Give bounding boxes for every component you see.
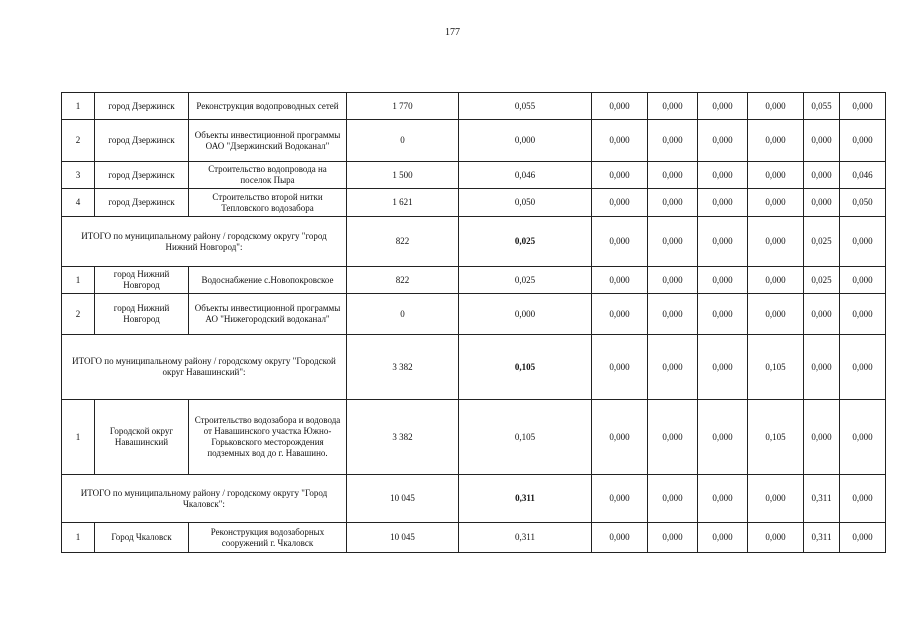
year-value-cell: 0,000 (698, 267, 748, 294)
year-value-cell: 0,000 (698, 475, 748, 523)
value-cell: 1 621 (347, 189, 459, 217)
municipality-cell: город Дзержинск (95, 162, 189, 189)
table-row (62, 162, 886, 189)
year-value-cell: 0,105 (748, 400, 804, 475)
year-value-cell: 0,000 (592, 162, 648, 189)
year-value-cell: 0,000 (648, 400, 698, 475)
row-number: 1 (62, 400, 95, 475)
total-label: ИТОГО по муниципальному району / городскому округу "Городской округ Навашинский": (62, 335, 347, 400)
year-value-cell: 0,000 (748, 217, 804, 267)
table-row (62, 120, 886, 162)
value-cell: 822 (347, 267, 459, 294)
year-value-cell: 0,000 (648, 475, 698, 523)
row-number: 3 (62, 162, 95, 189)
table-row (62, 189, 886, 217)
value-cell: 0,025 (459, 217, 592, 267)
table-row (62, 294, 886, 335)
value-cell: 0,000 (459, 120, 592, 162)
year-value-cell: 0,000 (698, 120, 748, 162)
year-value-cell: 0,311 (804, 523, 840, 553)
investment-table (61, 92, 886, 553)
year-value-cell: 0,000 (592, 400, 648, 475)
year-value-cell: 0,000 (804, 400, 840, 475)
table-row (62, 93, 886, 120)
total-row (62, 335, 886, 400)
year-value-cell: 0,000 (748, 189, 804, 217)
year-value-cell: 0,000 (748, 120, 804, 162)
table-body (62, 93, 886, 553)
year-value-cell: 0,000 (592, 267, 648, 294)
total-row (62, 475, 886, 523)
value-cell: 0,055 (459, 93, 592, 120)
table-row (62, 400, 886, 475)
year-value-cell: 0,000 (698, 189, 748, 217)
year-value-cell: 0,000 (698, 162, 748, 189)
value-cell: 822 (347, 217, 459, 267)
year-value-cell: 0,000 (648, 162, 698, 189)
row-number: 1 (62, 93, 95, 120)
year-value-cell: 0,000 (698, 523, 748, 553)
year-value-cell: 0,000 (648, 267, 698, 294)
year-value-cell: 0,000 (804, 189, 840, 217)
year-value-cell: 0,000 (592, 475, 648, 523)
project-name-cell: Строительство водопровода на поселок Пыра (189, 162, 347, 189)
project-name-cell: Реконструкция водопроводных сетей (189, 93, 347, 120)
page-number: 177 (445, 27, 460, 38)
value-cell: 3 382 (347, 335, 459, 400)
year-value-cell: 0,000 (840, 120, 886, 162)
project-name-cell: Строительство второй нитки Тепловского водозабора (189, 189, 347, 217)
year-value-cell: 0,000 (840, 400, 886, 475)
year-value-cell: 0,000 (592, 120, 648, 162)
value-cell: 0,105 (459, 335, 592, 400)
year-value-cell: 0,000 (748, 475, 804, 523)
value-cell: 1 770 (347, 93, 459, 120)
project-name-cell: Строительство водозабора и водовода от Навашинского участка Южно-Горьковского месторождения подземных вод до г. Навашино. (189, 400, 347, 475)
value-cell: 0,050 (459, 189, 592, 217)
value-cell: 10 045 (347, 475, 459, 523)
total-label: ИТОГО по муниципальному району / городскому округу "Город Чкаловск": (62, 475, 347, 523)
value-cell: 0,311 (459, 523, 592, 553)
municipality-cell: город Нижний Новгород (95, 267, 189, 294)
municipality-cell: город Дзержинск (95, 189, 189, 217)
year-value-cell: 0,000 (804, 162, 840, 189)
year-value-cell: 0,105 (748, 335, 804, 400)
total-label: ИТОГО по муниципальному району / городскому округу "город Нижний Новгород": (62, 217, 347, 267)
table-row (62, 523, 886, 553)
year-value-cell: 0,000 (748, 523, 804, 553)
year-value-cell: 0,025 (804, 217, 840, 267)
project-name-cell: Объекты инвестиционной программы АО "Нижегородский водоканал" (189, 294, 347, 335)
year-value-cell: 0,000 (698, 93, 748, 120)
year-value-cell: 0,000 (592, 523, 648, 553)
value-cell: 0,000 (459, 294, 592, 335)
year-value-cell: 0,000 (698, 400, 748, 475)
year-value-cell: 0,311 (804, 475, 840, 523)
year-value-cell: 0,000 (648, 523, 698, 553)
year-value-cell: 0,000 (648, 294, 698, 335)
year-value-cell: 0,000 (698, 294, 748, 335)
year-value-cell: 0,000 (840, 475, 886, 523)
value-cell: 0,025 (459, 267, 592, 294)
year-value-cell: 0,000 (804, 335, 840, 400)
year-value-cell: 0,000 (748, 267, 804, 294)
municipality-cell: Город Чкаловск (95, 523, 189, 553)
year-value-cell: 0,000 (592, 93, 648, 120)
year-value-cell: 0,000 (804, 294, 840, 335)
year-value-cell: 0,000 (748, 294, 804, 335)
row-number: 2 (62, 120, 95, 162)
project-name-cell: Водоснабжение с.Новопокровское (189, 267, 347, 294)
row-number: 4 (62, 189, 95, 217)
row-number: 1 (62, 523, 95, 553)
year-value-cell: 0,000 (748, 162, 804, 189)
year-value-cell: 0,000 (648, 335, 698, 400)
table-row (62, 267, 886, 294)
year-value-cell: 0,000 (698, 335, 748, 400)
year-value-cell: 0,000 (592, 189, 648, 217)
municipality-cell: Городской округ Навашинский (95, 400, 189, 475)
year-value-cell: 0,000 (840, 294, 886, 335)
year-value-cell: 0,000 (840, 523, 886, 553)
year-value-cell: 0,000 (840, 93, 886, 120)
value-cell: 10 045 (347, 523, 459, 553)
municipality-cell: город Дзержинск (95, 93, 189, 120)
value-cell: 3 382 (347, 400, 459, 475)
year-value-cell: 0,000 (698, 217, 748, 267)
year-value-cell: 0,000 (748, 93, 804, 120)
year-value-cell: 0,000 (840, 217, 886, 267)
year-value-cell: 0,025 (804, 267, 840, 294)
value-cell: 1 500 (347, 162, 459, 189)
project-name-cell: Объекты инвестиционной программы ОАО "Дзержинский Водоканал" (189, 120, 347, 162)
value-cell: 0,311 (459, 475, 592, 523)
municipality-cell: город Дзержинск (95, 120, 189, 162)
year-value-cell: 0,000 (840, 267, 886, 294)
year-value-cell: 0,000 (592, 217, 648, 267)
total-row (62, 217, 886, 267)
project-name-cell: Реконструкция водозаборных сооружений г. Чкаловск (189, 523, 347, 553)
value-cell: 0 (347, 294, 459, 335)
value-cell: 0 (347, 120, 459, 162)
year-value-cell: 0,000 (592, 294, 648, 335)
year-value-cell: 0,000 (840, 335, 886, 400)
year-value-cell: 0,000 (592, 335, 648, 400)
value-cell: 0,105 (459, 400, 592, 475)
year-value-cell: 0,000 (648, 93, 698, 120)
year-value-cell: 0,000 (804, 120, 840, 162)
year-value-cell: 0,000 (648, 217, 698, 267)
year-value-cell: 0,055 (804, 93, 840, 120)
row-number: 1 (62, 267, 95, 294)
year-value-cell: 0,000 (648, 120, 698, 162)
row-number: 2 (62, 294, 95, 335)
year-value-cell: 0,000 (648, 189, 698, 217)
year-value-cell: 0,046 (840, 162, 886, 189)
municipality-cell: город Нижний Новгород (95, 294, 189, 335)
value-cell: 0,046 (459, 162, 592, 189)
year-value-cell: 0,050 (840, 189, 886, 217)
